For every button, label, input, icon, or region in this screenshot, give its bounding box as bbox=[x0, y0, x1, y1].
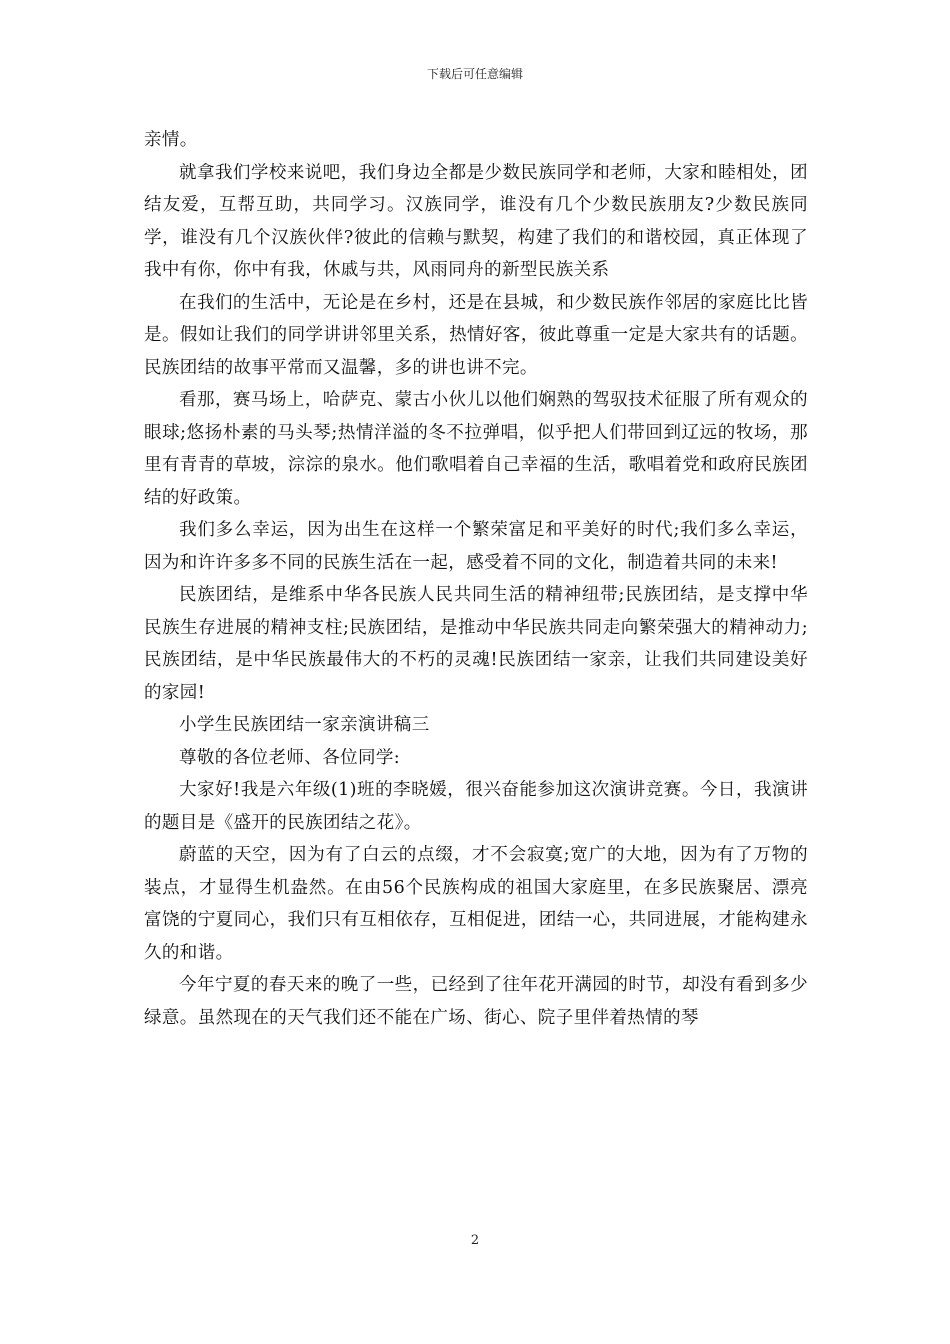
paragraph: 大家好!我是六年级(1)班的李晓媛，很兴奋能参加这次演讲竞赛。今日，我演讲的题目是《盛开的民族团结之花》。 bbox=[144, 780, 808, 833]
paragraph: 看那，赛马场上，哈萨克、蒙古小伙儿以他们娴熟的驾驭技术征服了所有观众的眼球;悠扬朴素的马头琴;热情洋溢的冬不拉弹唱，似乎把人们带回到辽远的牧场，那里有青青的草坡，淙淙的泉水。他们歌唱着自己幸福的生活，歌唱着党和政府民族团结的好政策。 bbox=[144, 390, 808, 508]
paragraph: 在我们的生活中，无论是在乡村，还是在县城，和少数民族作邻居的家庭比比皆是。假如让我们的同学讲讲邻里关系，热情好客，彼此尊重一定是大家共有的话题。民族团结的故事平常而又温馨，多的讲也讲不完。 bbox=[144, 292, 808, 378]
header-note: 下载后可任意编辑 bbox=[426, 67, 523, 81]
paragraph: 民族团结，是维系中华各民族人民共同生活的精神纽带;民族团结，是支撑中华民族生存进展的精神支柱;民族团结，是推动中华民族共同走向繁荣强大的精神动力;民族团结，是中华民族最伟大的不朽的灵魂!民族团结一家亲，让我们共同建设美好的家园! bbox=[144, 585, 808, 703]
paragraph: 蔚蓝的天空，因为有了白云的点缀，才不会寂寞;宽广的大地，因为有了万物的装点，才显得生机盎然。在由56个民族构成的祖国大家庭里，在多民族聚居、漂亮富饶的宁夏同心，我们只有互相依存，互相促进，团结一心，共同进展，才能构建永久的和谐。 bbox=[144, 845, 808, 963]
paragraph: 今年宁夏的春天来的晚了一些，已经到了往年花开满园的时节，却没有看到多少绿意。虽然现在的天气我们还不能在广场、街心、院子里伴着热情的琴 bbox=[144, 975, 808, 1028]
section-title: 小学生民族团结一家亲演讲稿三 bbox=[179, 715, 430, 735]
paragraph-continuation: 亲情。 bbox=[144, 130, 198, 150]
document-body bbox=[144, 124, 808, 1034]
page-number: 2 bbox=[470, 1233, 480, 1248]
paragraph: 我们多么幸运，因为出生在这样一个繁荣富足和平美好的时代;我们多么幸运，因为和许许多多不同的民族生活在一起，感受着不同的文化，制造着共同的未来! bbox=[144, 520, 808, 573]
salutation: 尊敬的各位老师、各位同学: bbox=[179, 747, 401, 768]
paragraph: 就拿我们学校来说吧，我们身边全都是少数民族同学和老师，大家和睦相处，团结友爱，互帮互助，共同学习。汉族同学，谁没有几个少数民族朋友?少数民族同学，谁没有几个汉族伙伴?彼此的信赖与默契，构建了我们的和谐校园，真正体现了我中有你，你中有我，休戚与共，风雨同舟的新型民族关系 bbox=[144, 162, 808, 280]
